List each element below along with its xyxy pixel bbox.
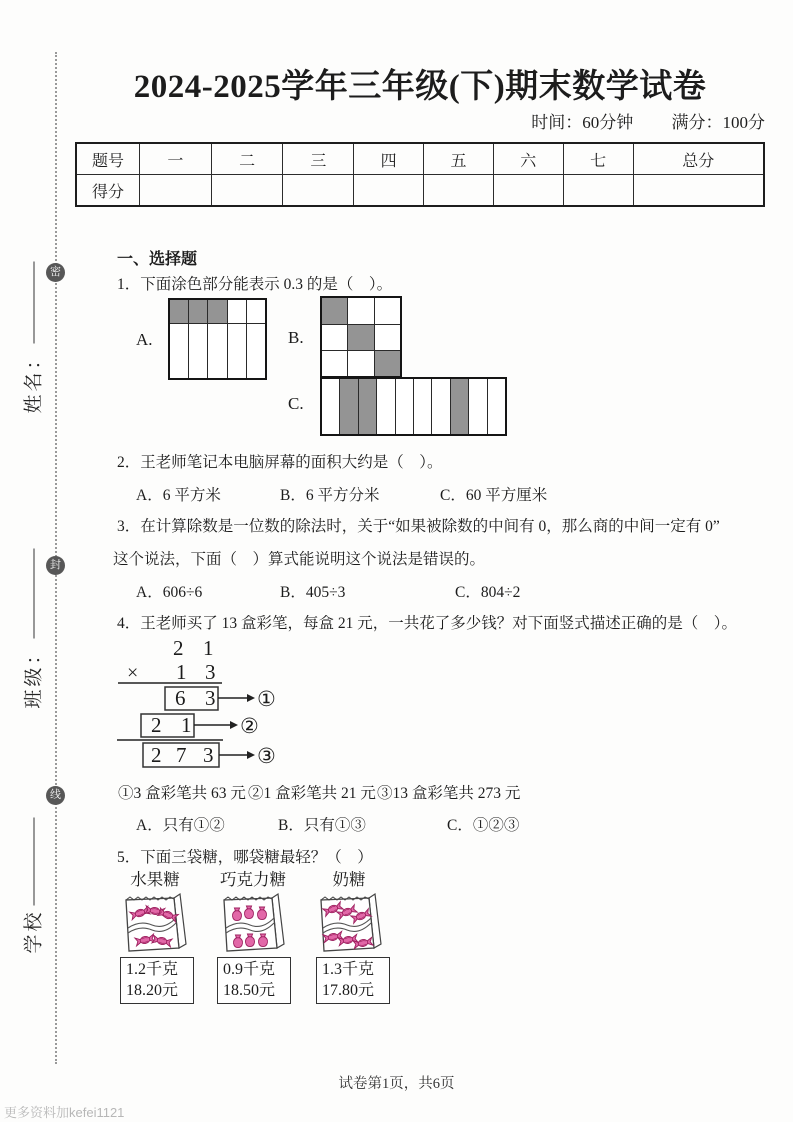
grid-cell-shaded — [340, 379, 358, 434]
score-cell — [563, 175, 633, 207]
grid-cell — [348, 298, 374, 324]
grid-cell — [375, 298, 400, 324]
score-table-score-row — [76, 175, 764, 207]
grid-cell — [322, 379, 340, 434]
multiplicand-digit: 2 — [173, 636, 184, 660]
multiplicand-digit: 1 — [203, 636, 214, 660]
partial1-digit: 6 — [175, 686, 186, 710]
score-cell — [493, 175, 563, 207]
name-blank-line — [34, 261, 35, 343]
q4-option-a: A．只有①② — [136, 817, 225, 834]
q1-option-a-label: A. — [136, 330, 153, 349]
q4-statement-1: ①3 盒彩笔共 63 元 — [118, 785, 246, 802]
exam-meta — [0, 108, 765, 133]
watermark-text: 更多资料加kefei1121 — [4, 1105, 125, 1120]
q1-option-b-label: B. — [288, 328, 304, 347]
seal-char-mi: 密 — [46, 263, 65, 282]
q4-vertical-multiplication-figure — [115, 633, 290, 778]
q1-option-a-grid — [168, 298, 267, 380]
time-limit: 时间：60分钟 — [531, 113, 634, 132]
col-6: 六 — [493, 143, 563, 175]
class-label: 班级： — [23, 642, 45, 709]
question-4-text: 4．王老师买了 13 盒彩笔，每盒 21 元，一共花了多少钱？对下面竖式描述正确的是（ ）。 — [117, 615, 738, 632]
grid-cell — [375, 324, 400, 350]
question-2-text: 2．王老师笔记本电脑屏幕的面积大约是（ ）。 — [117, 454, 443, 471]
q1-option-c-label: C. — [288, 394, 304, 413]
col-1: 一 — [139, 143, 211, 175]
name-label: 姓名： — [23, 347, 45, 414]
question-1-text: 1．下面涂色部分能表示 0.3 的是（ ）。 — [117, 276, 393, 293]
product-digit: 2 — [151, 743, 162, 767]
q3-option-b: B．405÷3 — [280, 584, 346, 601]
grid-cell-shaded — [170, 300, 189, 323]
bag2-name: 巧克力糖 — [220, 870, 286, 889]
partial1-digit: 3 — [205, 686, 216, 710]
class-blank-line — [34, 548, 35, 638]
score-cell — [139, 175, 211, 207]
school-blank-line — [34, 817, 35, 905]
col-2: 二 — [211, 143, 283, 175]
bag2-weight: 0.9千克 — [223, 961, 276, 978]
arrow-head — [247, 694, 255, 702]
grid-cell — [348, 350, 374, 376]
bag2-info-box — [217, 957, 291, 1004]
col-3: 三 — [283, 143, 354, 175]
grid-cell — [247, 323, 265, 378]
bag1-info-box — [120, 957, 194, 1004]
q2-option-b: B．6 平方分米 — [280, 487, 380, 504]
score-cell — [211, 175, 283, 207]
q3-option-a: A．606÷6 — [136, 584, 203, 601]
bag1-illustration-fruit-candy — [122, 887, 192, 959]
grid-cell — [396, 379, 414, 434]
score-table-header-row — [76, 143, 764, 175]
grid-cell-shaded — [375, 350, 400, 376]
tag-2: ② — [240, 714, 259, 738]
q4-option-b: B．只有①③ — [278, 817, 366, 834]
tag-3: ③ — [257, 744, 276, 768]
q4-statement-3: ③13 盒彩笔共 273 元 — [377, 785, 521, 802]
grid-cell — [170, 323, 189, 378]
col-4: 四 — [354, 143, 424, 175]
grid-cell — [189, 323, 208, 378]
bag3-name: 奶糖 — [332, 870, 366, 889]
grid-cell-shaded — [208, 300, 227, 323]
page-number-footer: 试卷第1页，共6页 — [338, 1076, 455, 1092]
grid-cell — [247, 300, 265, 323]
name-field — [19, 244, 46, 414]
tag-1: ① — [257, 687, 276, 711]
grid-cell-shaded — [451, 379, 469, 434]
arrow-head — [230, 721, 238, 729]
q4-option-c: C．①②③ — [447, 817, 520, 834]
bag1-name: 水果糖 — [130, 870, 180, 889]
score-cell — [283, 175, 354, 207]
bag2-price: 18.50元 — [223, 981, 276, 999]
grid-cell — [228, 323, 247, 378]
score-cell — [354, 175, 424, 207]
bag3-illustration-milk-candy — [317, 887, 387, 959]
school-label: 学校 — [23, 909, 45, 954]
col-7: 七 — [563, 143, 633, 175]
multiplier-digit: 1 — [176, 660, 187, 684]
grid-cell — [208, 323, 227, 378]
score-cell — [633, 175, 764, 207]
section-1-heading: 一、选择题 — [117, 251, 198, 268]
arrow-head — [247, 751, 255, 759]
seal-char-feng: 封 — [46, 556, 65, 575]
class-field — [19, 539, 46, 709]
score-table — [75, 142, 765, 207]
times-sign: × — [127, 662, 139, 684]
partial2-digit: 1 — [181, 713, 192, 737]
score-row-label: 得分 — [76, 175, 139, 207]
grid-cell — [322, 324, 348, 350]
question-3-text-line2: 这个说法，下面（ ）算式能说明这个说法是错误的。 — [113, 551, 486, 568]
grid-cell — [228, 300, 247, 323]
q2-option-c: C．60 平方厘米 — [440, 487, 548, 504]
grid-cell — [432, 379, 450, 434]
partial2-digit: 2 — [151, 713, 162, 737]
page-title: 2024-2025学年三年级(下)期末数学试卷 — [133, 69, 707, 105]
q3-option-c: C．804÷2 — [455, 584, 521, 601]
q1-option-b-grid — [320, 296, 402, 378]
grid-cell — [377, 379, 395, 434]
q2-option-a: A．6 平方米 — [136, 487, 221, 504]
score-cell — [424, 175, 494, 207]
multiplier-digit: 3 — [205, 660, 216, 684]
grid-cell-shaded — [359, 379, 377, 434]
grid-cell — [414, 379, 432, 434]
grid-cell-shaded — [348, 324, 374, 350]
bag3-price: 17.80元 — [322, 981, 375, 999]
q4-statement-2: ②1 盒彩笔共 21 元 — [248, 785, 376, 802]
grid-cell-shaded — [189, 300, 208, 323]
q1-option-c-grid — [320, 377, 507, 436]
product-digit: 3 — [203, 743, 214, 767]
col-total: 总分 — [633, 143, 764, 175]
question-3-text-line1: 3．在计算除数是一位数的除法时，关于“如果被除数的中间有 0，那么商的中间一定有 0” — [117, 518, 720, 535]
bag3-weight: 1.3千克 — [322, 961, 375, 978]
question-5-text: 5．下面三袋糖，哪袋糖最轻？（ ） — [117, 849, 373, 866]
seal-char-xian: 线 — [46, 786, 65, 805]
school-field — [19, 804, 46, 954]
bag1-weight: 1.2千克 — [126, 961, 179, 978]
grid-cell — [488, 379, 505, 434]
grid-cell — [469, 379, 487, 434]
bag2-illustration-chocolate-candy — [220, 887, 290, 959]
full-score: 满分：100分 — [671, 113, 765, 132]
bag1-price: 18.20元 — [126, 981, 179, 999]
product-digit: 7 — [176, 743, 187, 767]
bag3-info-box — [316, 957, 390, 1004]
col-5: 五 — [424, 143, 494, 175]
grid-cell-shaded — [322, 298, 348, 324]
score-table-corner: 题号 — [76, 143, 139, 175]
grid-cell — [322, 350, 348, 376]
